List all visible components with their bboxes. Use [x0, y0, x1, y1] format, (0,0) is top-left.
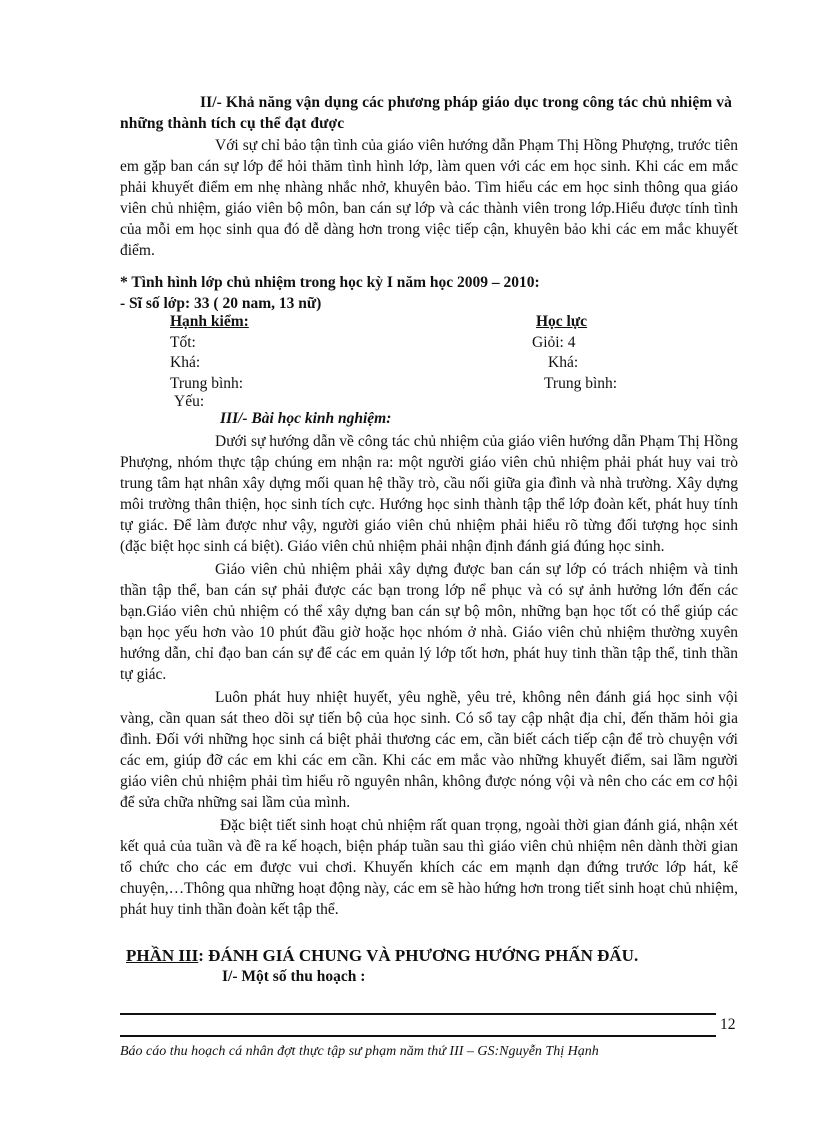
footer-text: Báo cáo thu hoạch cá nhân đợt thực tập sư phạm năm thứ III – GS:Nguyễn Thị Hạnh — [120, 1044, 599, 1059]
harvest-subheading: I/- Một số thu hoạch : — [222, 968, 366, 985]
class-size: - Sĩ số lớp: 33 ( 20 nam, 13 nữ) — [120, 295, 322, 312]
conduct-fair: Khá: — [170, 354, 201, 371]
part-3-title: : ĐÁNH GIÁ CHUNG VÀ PHƯƠNG HƯỚNG PHẤN ĐẤU. — [198, 946, 639, 965]
academic-fair: Khá: — [548, 354, 579, 371]
lesson-paragraph: Giáo viên chủ nhiệm phải xây dựng được ban cán sự lớp có trách nhiệm và tinh thần tập thể, ban cán sự phải được các bạn trong lớp nể phục và có sự ảnh hưởng lớn đến các bạn.Giáo viên chủ nhiệm có thể xây dựng ban cán sự bộ môn, những bạn học tốt có thể giúp các bạn học yếu hơn vào 10 phút đầu giờ hoặc học nhóm ở nhà. Giáo viên chủ nhiệm thường xuyên hướng dẫn, chỉ đạo ban cán sự để các em quản lý lớp tốt hơn, phát huy tinh thần tập thể, tinh thần tự giác. — [120, 561, 738, 683]
lesson-paragraph: Dưới sự hướng dẫn về công tác chủ nhiệm của giáo viên hướng dẫn Phạm Thị Hồng Phượng, nhóm thực tập chúng em nhận ra: một người giáo viên chủ nhiệm phải phát huy vai trò trung tâm hạt nhân xây dựng mối quan hệ thầy trò, cầu nối giữa gia đình và nhà trường. Xây dựng môi trường thân thiện, học sinh tích cực. Hướng học sinh thành tập thể lớp đoàn kết, phát huy tính tự giác. Để làm được như vậy, người giáo viên chủ nhiệm phải hiểu rõ từng đối tượng học sinh (đặc biệt học sinh cá biệt). Giáo viên chủ nhiệm phải nhận định đánh giá đúng học sinh. — [120, 433, 738, 555]
academic-header: Học lực — [536, 313, 588, 330]
page-number: 12 — [720, 1016, 736, 1033]
conduct-header: Hạnh kiểm: — [170, 313, 249, 330]
section-3-body — [120, 431, 738, 922]
conduct-column — [170, 312, 410, 394]
class-status-title: * Tình hình lớp chủ nhiệm trong học kỳ I năm học 2009 – 2010: — [120, 274, 540, 291]
section-3-heading: III/- Bài học kinh nghiệm: — [220, 410, 392, 427]
part-3-heading — [126, 946, 638, 966]
part-3-label: PHẦN III — [126, 946, 199, 965]
lesson-paragraph: Đặc biệt tiết sinh hoạt chủ nhiệm rất quan trọng, ngoài thời gian đánh giá, nhận xét kết quả của tuần và đề ra kế hoạch, biện pháp tuần sau thì giáo viên chủ nhiệm nên dành thời gian tổ chức cho các em được vui chơi. Khuyến khích các em mạnh dạn đứng trước lớp hát, kể chuyện,…Thông qua những hoạt động này, các em sẽ hào hứng hơn trong tiết sinh hoạt chủ nhiệm, phát huy tinh thần đoàn kết tập thể. — [120, 817, 738, 918]
section-2-heading: II/- Khả năng vận dụng các phương pháp giáo dục trong công tác chủ nhiệm và những thành tích cụ thể đạt được — [120, 94, 732, 132]
footer-rule-top — [120, 1013, 716, 1015]
conduct-average: Trung bình: — [170, 374, 244, 392]
class-status — [120, 272, 738, 314]
lesson-paragraph: Luôn phát huy nhiệt huyết, yêu nghề, yêu trẻ, không nên đánh giá học sinh vội vàng, cần quan sát theo dõi sự tiến bộ của học sinh. Có sổ tay cập nhật địa chỉ, đến thăm hỏi gia đình. Đối với những học sinh cá biệt phải thương các em, cần biết cách tiếp cận để trò chuyện với các em, giúp đỡ các em khi các em cần. Khi các em mắc vào những khuyết điểm, sai lầm người giáo viên chủ nhiệm phải tìm hiểu rõ nguyên nhân, không được nóng vội và nên cho các em cơ hội để sửa chữa những sai lầm của mình. — [120, 689, 738, 811]
conduct-weak: Yếu: — [174, 393, 205, 410]
academic-excellent: Giỏi: 4 — [532, 333, 576, 351]
footer-rule-bottom — [120, 1035, 716, 1037]
academic-column — [530, 312, 730, 394]
conduct-good: Tốt: — [170, 333, 196, 351]
academic-average: Trung bình: — [544, 374, 618, 392]
section-2-paragraph: Với sự chỉ bảo tận tình của giáo viên hướng dẫn Phạm Thị Hồng Phượng, trước tiên em gặp ban cán sự lớp để hỏi thăm tình hình lớp, làm quen với các em học sinh. Khi các em mắc phải khuyết điểm em nhẹ nhàng nhắc nhở, khuyên bảo. Tìm hiểu các em học sinh thông qua giáo viên chủ nhiệm, giáo viên bộ môn, ban cán sự lớp và các thành viên trong lớp.Hiểu được tính tình của mỗi em học sinh qua đó dễ dàng hơn trong việc tiếp cận, khuyên bảo khi các em mắc khuyết điểm. — [120, 137, 738, 259]
